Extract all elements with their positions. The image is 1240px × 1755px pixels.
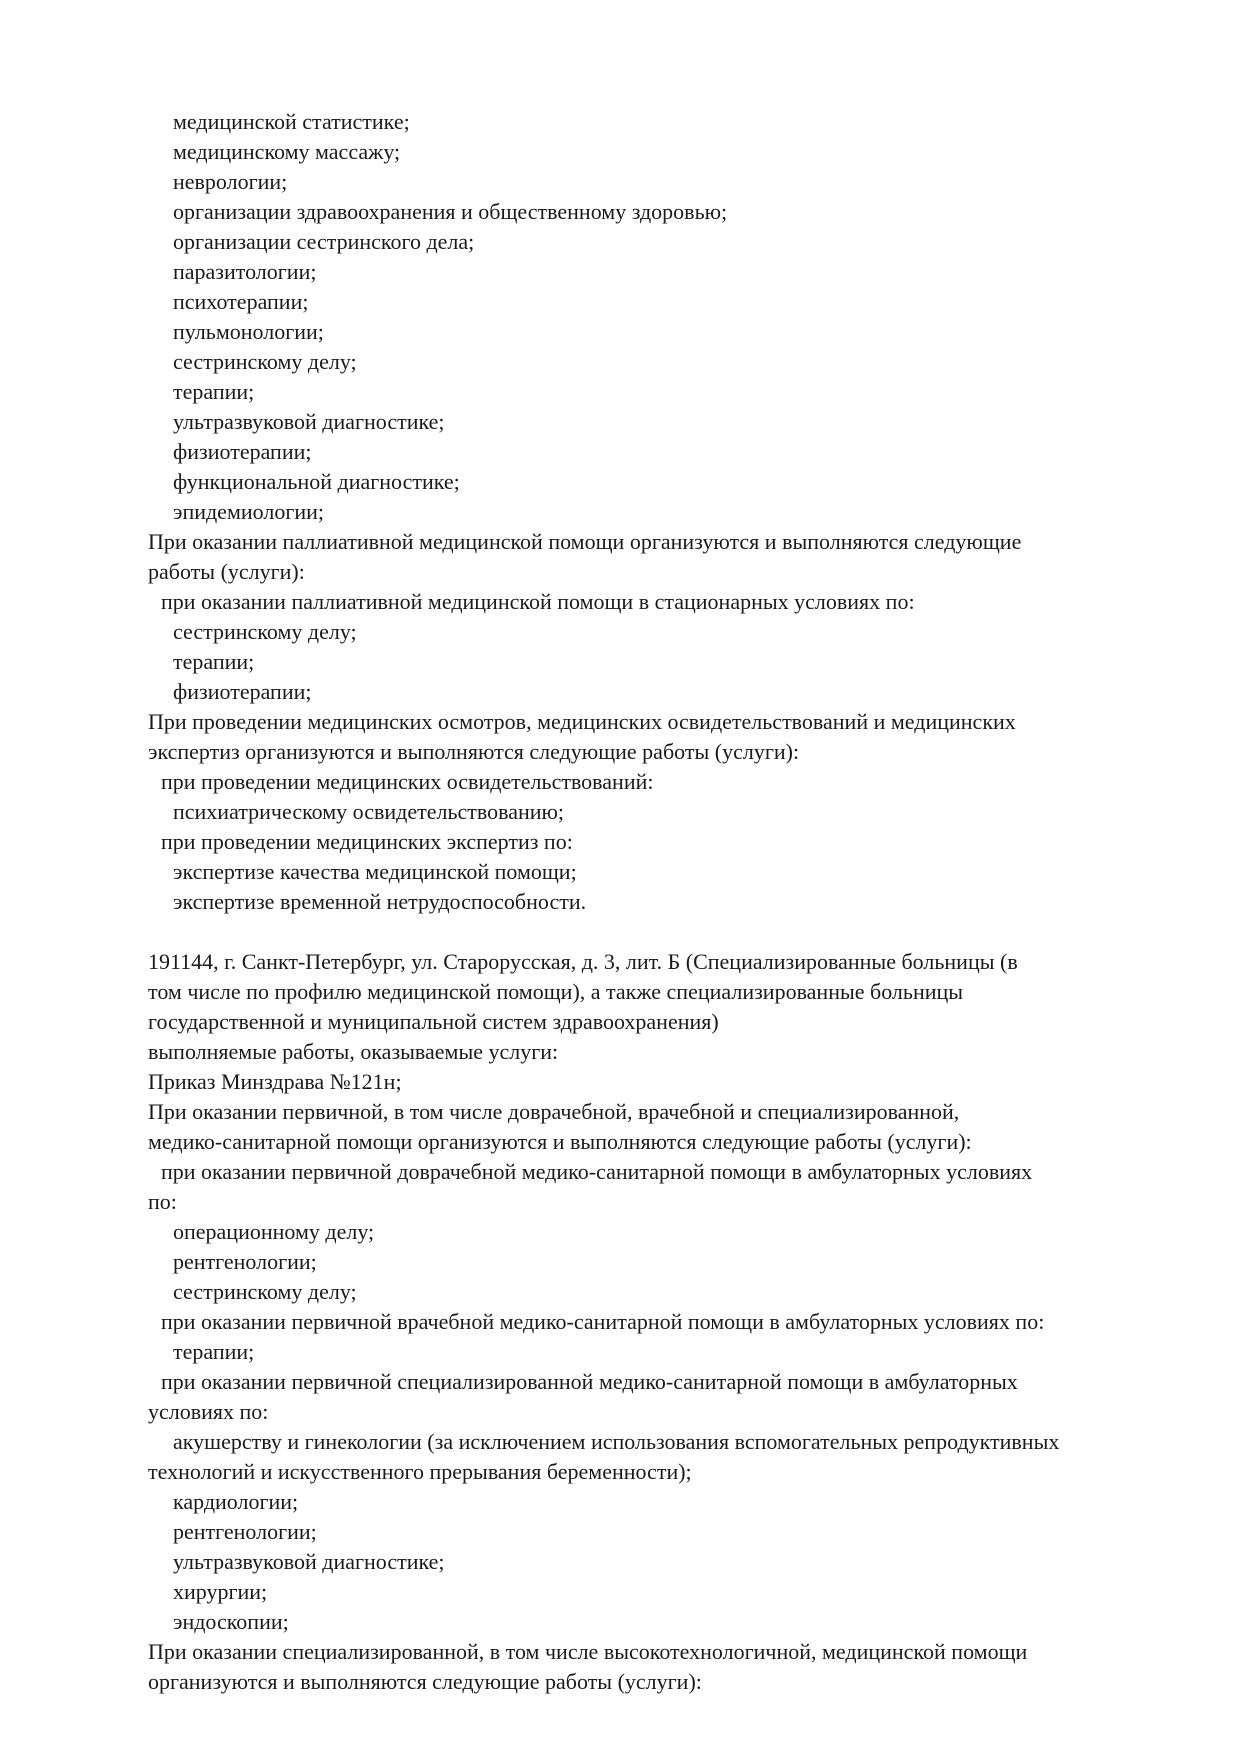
text-line: терапии; xyxy=(173,379,255,404)
text-line: При оказании паллиативной медицинской помощи организуются и выполняются следующие xyxy=(148,529,1022,554)
text-line: медицинской статистике; xyxy=(173,109,410,134)
text-line: рентгенологии; xyxy=(173,1519,317,1544)
text-line: рентгенологии; xyxy=(173,1249,317,1274)
text-line: при оказании паллиативной медицинской помощи в стационарных условиях по: xyxy=(161,589,915,614)
text-line: эндоскопии; xyxy=(173,1609,289,1634)
text-line: ультразвуковой диагностике; xyxy=(173,1549,445,1574)
text-line: при проведении медицинских экспертиз по: xyxy=(161,829,573,854)
text-line: физиотерапии; xyxy=(173,679,312,704)
text-line: сестринскому делу; xyxy=(173,349,357,374)
text-line: экспертизе временной нетрудоспособности. xyxy=(173,889,587,914)
text-line: при проведении медицинских освидетельствований: xyxy=(161,769,654,794)
text-line: психиатрическому освидетельствованию; xyxy=(173,799,565,824)
text-line: ультразвуковой диагностике; xyxy=(173,409,445,434)
text-line: медицинскому массажу; xyxy=(173,139,401,164)
text-line: работы (услуги): xyxy=(148,559,305,584)
text-line: кардиологии; xyxy=(173,1489,299,1514)
text-line: выполняемые работы, оказываемые услуги: xyxy=(148,1039,559,1064)
text-line: неврологии; xyxy=(173,169,288,194)
text-line: операционному делу; xyxy=(173,1219,375,1244)
text-line: сестринскому делу; xyxy=(173,619,357,644)
text-line: экспертиз организуются и выполняются следующие работы (услуги): xyxy=(148,739,800,764)
text-line: 191144, г. Санкт-Петербург, ул. Старорусская, д. 3, лит. Б (Специализированные больницы (в xyxy=(148,949,1018,974)
text-line: организации здравоохранения и общественному здоровью; xyxy=(173,199,728,224)
blank-line xyxy=(148,917,1188,947)
text-line: медико-санитарной помощи организуются и выполняются следующие работы (услуги): xyxy=(148,1129,972,1154)
text-line: организуются и выполняются следующие работы (услуги): xyxy=(148,1669,702,1694)
text-line: акушерству и гинекологии (за исключением использования вспомогательных репродуктивных xyxy=(173,1429,1060,1454)
text-line: условиях по: xyxy=(148,1399,269,1424)
text-line: организации сестринского дела; xyxy=(173,229,475,254)
text-line: физиотерапии; xyxy=(173,439,312,464)
text-line: паразитологии; xyxy=(173,259,317,284)
text-line: При проведении медицинских осмотров, медицинских освидетельствований и медицинских xyxy=(148,709,1016,734)
text-line: государственной и муниципальной систем здравоохранения) xyxy=(148,1009,719,1034)
text-line: Приказ Минздрава №121н; xyxy=(148,1069,402,1094)
text-line: по: xyxy=(148,1189,177,1214)
text-line: При оказании первичной, в том числе доврачебной, врачебной и специализированной, xyxy=(148,1099,960,1124)
text-line: терапии; xyxy=(173,1339,255,1364)
text-line: при оказании первичной доврачебной медико-санитарной помощи в амбулаторных условиях xyxy=(161,1159,1033,1184)
text-line: сестринскому делу; xyxy=(173,1279,357,1304)
text-line: терапии; xyxy=(173,649,255,674)
text-line: экспертизе качества медицинской помощи; xyxy=(173,859,577,884)
text-line: психотерапии; xyxy=(173,289,309,314)
text-line: пульмонологии; xyxy=(173,319,324,344)
text-line: при оказании первичной специализированной медико-санитарной помощи в амбулаторных xyxy=(161,1369,1018,1394)
text-line: хирургии; xyxy=(173,1579,268,1604)
text-line: том числе по профилю медицинской помощи), а также специализированные больницы xyxy=(148,979,964,1004)
document-body xyxy=(148,107,1188,1697)
text-line: функциональной диагностике; xyxy=(173,469,460,494)
text-line: при оказании первичной врачебной медико-санитарной помощи в амбулаторных условиях по: xyxy=(161,1309,1045,1334)
text-line: эпидемиологии; xyxy=(173,499,325,524)
text-line: При оказании специализированной, в том числе высокотехнологичной, медицинской помощи xyxy=(148,1639,1028,1664)
text-line: технологий и искусственного прерывания беременности); xyxy=(148,1459,692,1484)
